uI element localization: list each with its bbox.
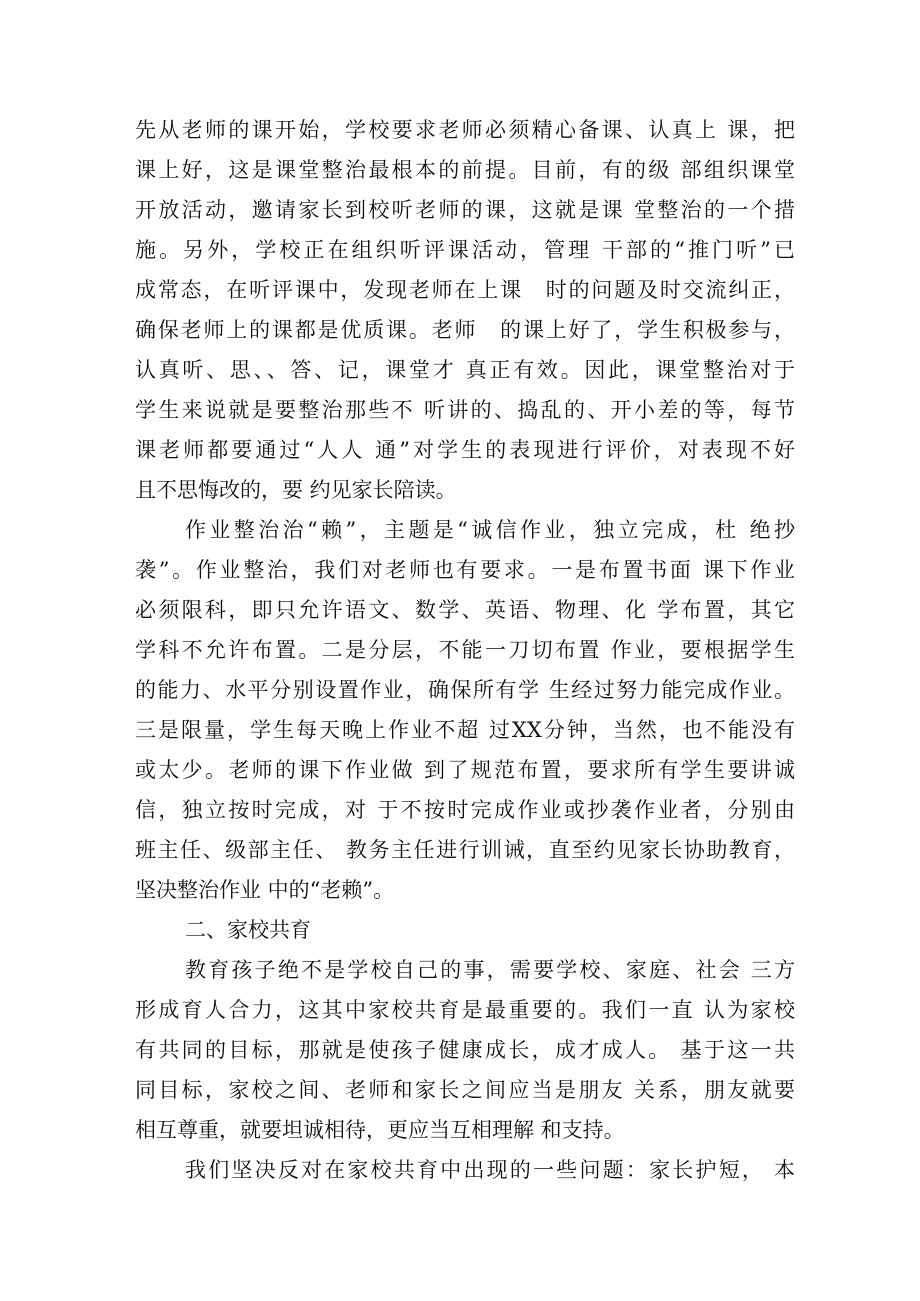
text-line: 必须限科，即只允许语文、数学、英语、物理、化 学布置，其它	[135, 598, 795, 622]
text-line: 开放活动，邀请家长到校听老师的课，这就是课 堂整治的一个措	[135, 198, 795, 222]
text-line: 学科不允许布置。二是分层，不能一刀切布置 作业，要根据学生	[135, 638, 795, 662]
text-line: 课老师都要通过“人人 通”对学生的表现进行评价，对表现不好	[135, 438, 795, 462]
text-line: 施。另外，学校正在组织听评课活动，管理 干部的“推门听”已	[135, 238, 795, 262]
text-line: 坚决整治作业 中的“老赖”。	[135, 878, 395, 902]
text-line: 相互尊重，就要坦诚相待，更应当互相理解 和支持。	[135, 1118, 625, 1142]
text-line: 的能力、水平分别设置作业，确保所有学 生经过努力能完成作业。	[135, 678, 795, 702]
text-line: 先从老师的课开始，学校要求老师必须精心备课、认真上 课，把	[135, 118, 795, 142]
text-line: 二、家校共育	[185, 918, 311, 942]
text-line: 认真听、思、、答、记，课堂才 真正有效。因此，课堂整治对于	[135, 358, 795, 382]
text-line: 学生来说就是要整治那些不 听讲的、捣乱的、开小差的等，每节	[135, 398, 795, 422]
text-line: 且不思悔改的，要 约见家长陪读。	[135, 478, 457, 502]
text-line: 课上好，这是课堂整治最根本的前提。目前，有的级 部组织课堂	[135, 158, 795, 182]
text-line: 信，独立按时完成，对 于不按时完成作业或抄袭作业者，分别由	[135, 798, 795, 822]
text-line: 班主任、级部主任、 教务主任进行训诫，直至约见家长协助教育，	[135, 838, 795, 862]
text-line: 成常态，在听评课中，发现老师在上课 时的问题及时交流纠正，	[135, 278, 795, 302]
text-line: 有共同的目标，那就是使孩子健康成长，成才成人。 基于这一共	[135, 1038, 795, 1062]
text-line: 教育孩子绝不是学校自己的事，需要学校、家庭、社会 三方	[185, 958, 795, 982]
text-line: 同目标，家校之间、老师和家长之间应当是朋友 关系，朋友就要	[135, 1078, 795, 1102]
text-line: 作业整治治“赖”，主题是“诚信作业，独立完成，杜 绝抄	[185, 518, 795, 542]
text-line: 我们坚决反对在家校共育中出现的一些问题：家长护短， 本	[185, 1158, 795, 1182]
text-line: 形成育人合力，这其中家校共育是最重要的。我们一直 认为家校	[135, 998, 795, 1022]
text-line: 三是限量，学生每天晚上作业不超 过XX分钟，当然，也不能没有	[135, 718, 795, 742]
text-line: 袭”。作业整治，我们对老师也有要求。一是布置书面 课下作业	[135, 558, 795, 582]
text-line: 确保老师上的课都是优质课。老师 的课上好了，学生积极参与，	[135, 318, 795, 342]
text-line: 或太少。老师的课下作业做 到了规范布置，要求所有学生要讲诚	[135, 758, 795, 782]
document-page	[135, 110, 795, 1190]
